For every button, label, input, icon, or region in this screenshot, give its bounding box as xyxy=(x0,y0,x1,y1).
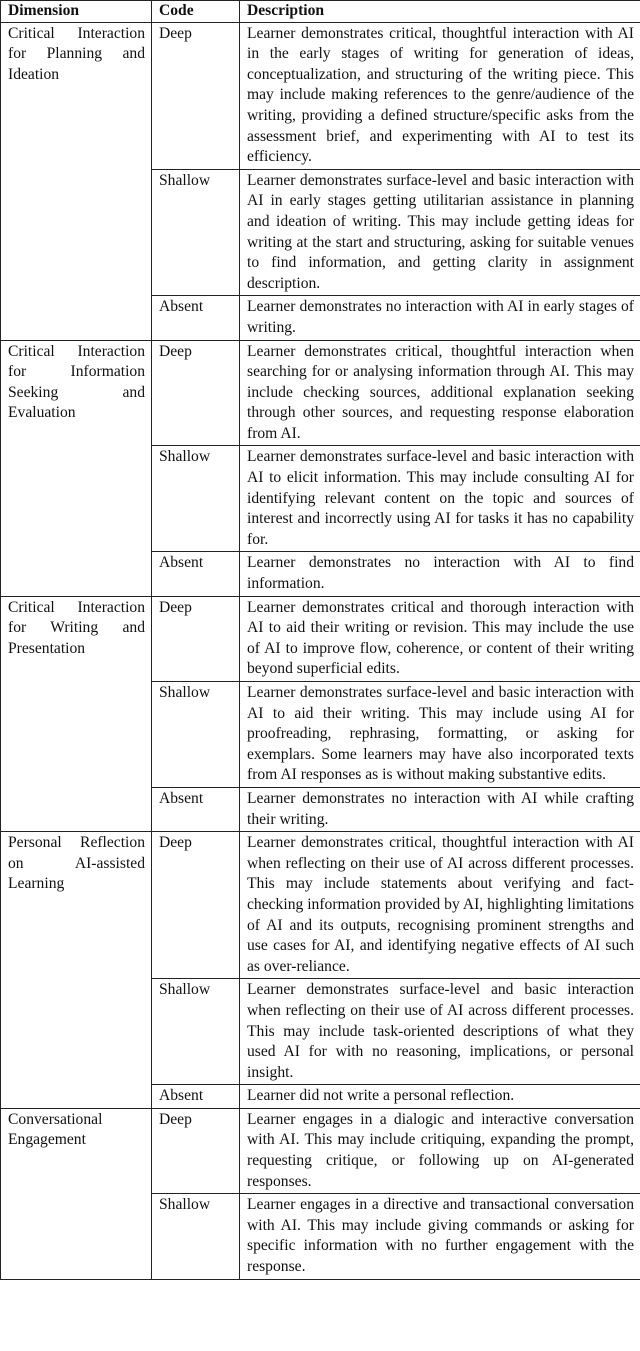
description-cell: Learner demonstrates no interaction with AI to find information. xyxy=(240,552,640,596)
dimension-cell xyxy=(1,596,152,832)
table-row xyxy=(1,832,640,979)
code-cell: Shallow xyxy=(152,682,240,788)
table-header-row xyxy=(1,1,640,23)
code-cell: Shallow xyxy=(152,169,240,296)
description-cell: Learner engages in a dialogic and interactive conversation with AI. This may include critiquing, expanding the prompt, requesting critique, or following up on AI-generated responses. xyxy=(240,1108,640,1193)
description-cell: Learner engages in a directive and transactional conversation with AI. This may include giving commands or asking for specific information with no further engagement with the response. xyxy=(240,1194,640,1279)
dimension-cell xyxy=(1,832,152,1109)
table-row xyxy=(1,1108,640,1193)
table-row xyxy=(1,340,640,446)
table-row xyxy=(1,596,640,681)
dimension-label: Critical Interaction for Writing and Presentation xyxy=(8,598,145,657)
code-cell: Absent xyxy=(152,552,240,596)
description-cell: Learner demonstrates critical, thoughtful interaction with AI in the early stages of writing for generation of ideas, conceptualization, and structuring of the writing piece. This may include making references to the genre/audience of the writing, providing a defined structure/specific asks from the assessment brief, and experimenting with AI to test its efficiency. xyxy=(240,22,640,169)
header-code: Code xyxy=(152,1,240,23)
code-cell: Deep xyxy=(152,1108,240,1193)
code-cell: Absent xyxy=(152,787,240,831)
description-cell: Learner did not write a personal reflection. xyxy=(240,1085,640,1109)
description-cell: Learner demonstrates no interaction with AI in early stages of writing. xyxy=(240,296,640,340)
code-cell: Absent xyxy=(152,296,240,340)
description-cell: Learner demonstrates critical, thoughtful interaction with AI when reflecting on their use of AI across different processes. This may include statements about verifying and fact-checking information provided by AI, highlighting limitations of AI and its outputs, recognising prominent strengths and use cases for AI, and identifying negative effects of AI such as over-reliance. xyxy=(240,832,640,979)
description-cell: Learner demonstrates surface-level and basic interaction with AI to aid their writing. This may include using AI for proofreading, rephrasing, formatting, or asking for exemplars. Some learners may have also incorporated texts from AI responses as is without making substantive edits. xyxy=(240,682,640,788)
description-cell: Learner demonstrates surface-level and basic interaction with AI to elicit information. This may include consulting AI for identifying relevant content on the topic and sources of interest and incorrectly using AI for tasks it has no capability for. xyxy=(240,446,640,552)
dimension-cell xyxy=(1,340,152,596)
table-row xyxy=(1,22,640,169)
code-cell: Shallow xyxy=(152,979,240,1085)
dimension-label: Conversational Engagement xyxy=(8,1110,103,1149)
dimension-label: Personal Reflection on AI-assisted Learning xyxy=(8,834,145,893)
code-cell: Deep xyxy=(152,832,240,979)
dimension-cell xyxy=(1,1108,152,1279)
code-cell: Deep xyxy=(152,22,240,169)
header-dimension: Dimension xyxy=(1,1,152,23)
description-cell: Learner demonstrates no interaction with AI while crafting their writing. xyxy=(240,787,640,831)
dimension-label: Critical Interaction for Information Seeking and Evaluation xyxy=(8,342,145,422)
code-cell: Shallow xyxy=(152,446,240,552)
code-cell: Deep xyxy=(152,340,240,446)
header-description: Description xyxy=(240,1,640,23)
code-cell: Deep xyxy=(152,596,240,681)
description-cell: Learner demonstrates surface-level and basic interaction with AI in early stages getting utilitarian assistance in planning and ideation of writing. This may include getting ideas for writing at the start and structuring, asking for suitable venues to find information, and getting clarity in assignment description. xyxy=(240,169,640,296)
description-cell: Learner demonstrates critical and thorough interaction with AI to aid their writing or revision. This may include the use of AI to improve flow, coherence, or content of their writing beyond superficial edits. xyxy=(240,596,640,681)
description-cell: Learner demonstrates surface-level and basic interaction when reflecting on their use of AI across different processes. This may include task-oriented descriptions of what they used AI for with no reasoning, implications, or personal insight. xyxy=(240,979,640,1085)
description-cell: Learner demonstrates critical, thoughtful interaction when searching for or analysing information through AI. This may include checking sources, additional explanation seeking through other sources, and requesting response elaboration from AI. xyxy=(240,340,640,446)
dimension-label: Critical Interaction for Planning and Ideation xyxy=(8,24,145,83)
dimension-cell xyxy=(1,22,152,340)
code-cell: Shallow xyxy=(152,1194,240,1279)
code-cell: Absent xyxy=(152,1085,240,1109)
